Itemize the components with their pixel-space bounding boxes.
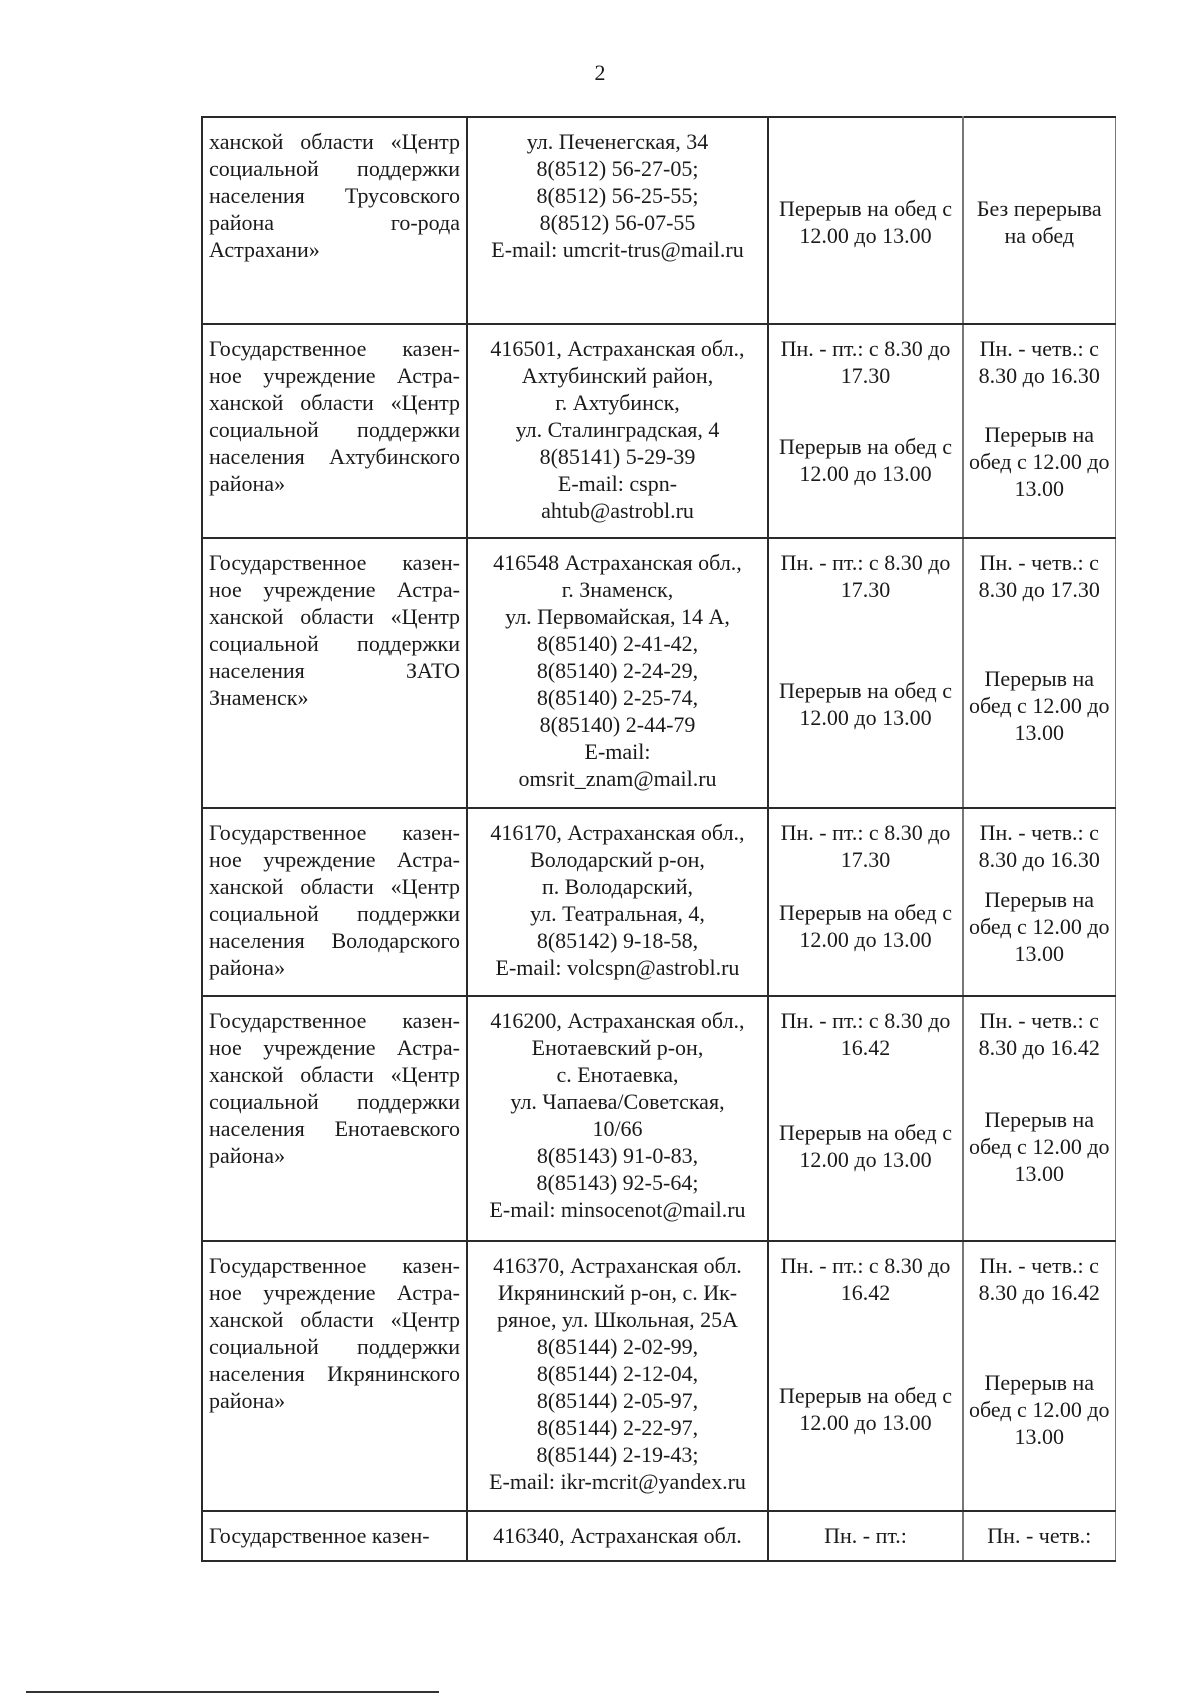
- weekday-break: Перерыв на обед с 12.00 до 13.00: [779, 678, 952, 730]
- page-number: 2: [594, 60, 606, 85]
- address-contacts: ул. Печенегская, 34 8(8512) 56-27-05; 8(8512) 56-25-55; 8(8512) 56-07-55 E-mail: umcrit-trus@mail.ru: [491, 129, 744, 262]
- short-day-hours: Пн. - четв.: с 8.30 до 16.30: [978, 336, 1100, 388]
- address-contacts: 416170, Астраханская обл., Володарский р-он, п. Володарский, ул. Театральная, 4, 8(85142) 9-18-58, E-mail: volcspn@astrobl.ru: [490, 820, 745, 980]
- short-day-break: Без перерыва на обед: [976, 196, 1102, 248]
- short-day-break: Перерыв на обед с 12.00 до 13.00: [968, 1107, 1110, 1186]
- institution-name: Государственное казен-ное учреждение Астра-ханской области «Центр социальной поддержки населения Володарского района»: [209, 820, 460, 980]
- weekday-hours: Пн. - пт.: с 8.30 до 17.30: [780, 550, 951, 602]
- weekday-break: Перерыв на обед с 12.00 до 13.00: [779, 196, 952, 248]
- table-row: [202, 117, 1115, 324]
- address-contacts: 416200, Астраханская обл., Енотаевский р-он, с. Енотаевка, ул. Чапаева/Советская, 10/66 8(85143) 91-0-83, 8(85143) 92-5-64; E-mail: minsocenot@mail.ru: [489, 1008, 746, 1222]
- weekday-hours: Пн. - пт.: с 8.30 до 17.30: [780, 336, 951, 388]
- table-row: [202, 1511, 1115, 1561]
- institution-name: Государственное казен-: [209, 1523, 430, 1548]
- weekday-hours: Пн. - пт.: с 8.30 до 17.30: [780, 820, 951, 872]
- institution-name: Государственное казен-ное учреждение Астра-ханской области «Центр социальной поддержки населения Енотаевского района»: [209, 1008, 460, 1168]
- short-day-break: Перерыв на обед с 12.00 до 13.00: [968, 1370, 1110, 1449]
- short-day-break: Перерыв на обед с 12.00 до 13.00: [968, 887, 1110, 966]
- weekday-hours: Пн. - пт.: с 8.30 до 16.42: [780, 1008, 951, 1060]
- weekday-break: Перерыв на обед с 12.00 до 13.00: [779, 1120, 952, 1172]
- address-contacts: 416340, Астраханская обл.: [493, 1523, 742, 1548]
- weekday-hours: Пн. - пт.: с 8.30 до 16.42: [780, 1253, 951, 1305]
- weekday-break: Перерыв на обед с 12.00 до 13.00: [779, 434, 952, 486]
- table-row: [202, 1241, 1115, 1511]
- short-day-hours: Пн. - четв.: с 8.30 до 16.42: [978, 1253, 1100, 1305]
- short-day-hours: Пн. - четв.: с 8.30 до 17.30: [978, 550, 1100, 602]
- institution-name: Государственное казен-ное учреждение Астра-ханской области «Центр социальной поддержки населения Икрянинского района»: [209, 1253, 460, 1413]
- address-contacts: 416501, Астраханская обл., Ахтубинский район, г. Ахтубинск, ул. Сталинградская, 4 8(85141) 5-29-39 E-mail: cspn- ahtub@astrobl.ru: [490, 336, 745, 523]
- weekday-hours: Пн. - пт.:: [824, 1523, 907, 1548]
- short-day-hours: Пн. - четв.: с 8.30 до 16.42: [978, 1008, 1100, 1060]
- short-day-break: Перерыв на обед с 12.00 до 13.00: [968, 666, 1110, 745]
- institutions-table: [201, 116, 1116, 1562]
- table-row: [202, 324, 1115, 538]
- table-row: [202, 996, 1115, 1241]
- institution-name: ханской области «Центр социальной поддержки населения Трусовского района го-рода Астрахани»: [209, 129, 460, 262]
- table-row: [202, 808, 1115, 996]
- table-row: [202, 538, 1115, 808]
- address-contacts: 416370, Астраханская обл. Икрянинский р-он, с. Ик- ряное, ул. Школьная, 25А 8(85144) 2-02-99, 8(85144) 2-12-04, 8(85144) 2-05-97, 8(85144) 2-22-97, 8(85144) 2-19-43; E-mail: ikr-mcrit@yandex.ru: [489, 1253, 746, 1494]
- institution-name: Государственное казен-ное учреждение Астра-ханской области «Центр социальной поддержки населения Ахтубинского района»: [209, 336, 460, 496]
- footnote-separator-line: [26, 1691, 439, 1693]
- short-day-hours: Пн. - четв.:: [987, 1523, 1092, 1548]
- address-contacts: 416548 Астраханская обл., г. Знаменск, ул. Первомайская, 14 А, 8(85140) 2-41-42, 8(85140) 2-24-29, 8(85140) 2-25-74, 8(85140) 2-44-79 E-mail: omsrit_znam@mail.ru: [493, 550, 742, 791]
- weekday-break: Перерыв на обед с 12.00 до 13.00: [779, 1383, 952, 1435]
- institution-name: Государственное казен-ное учреждение Астра-ханской области «Центр социальной поддержки населения ЗАТО Знаменск»: [209, 550, 460, 710]
- short-day-break: Перерыв на обед с 12.00 до 13.00: [968, 422, 1110, 501]
- weekday-break: Перерыв на обед с 12.00 до 13.00: [779, 900, 952, 952]
- short-day-hours: Пн. - четв.: с 8.30 до 16.30: [978, 820, 1100, 872]
